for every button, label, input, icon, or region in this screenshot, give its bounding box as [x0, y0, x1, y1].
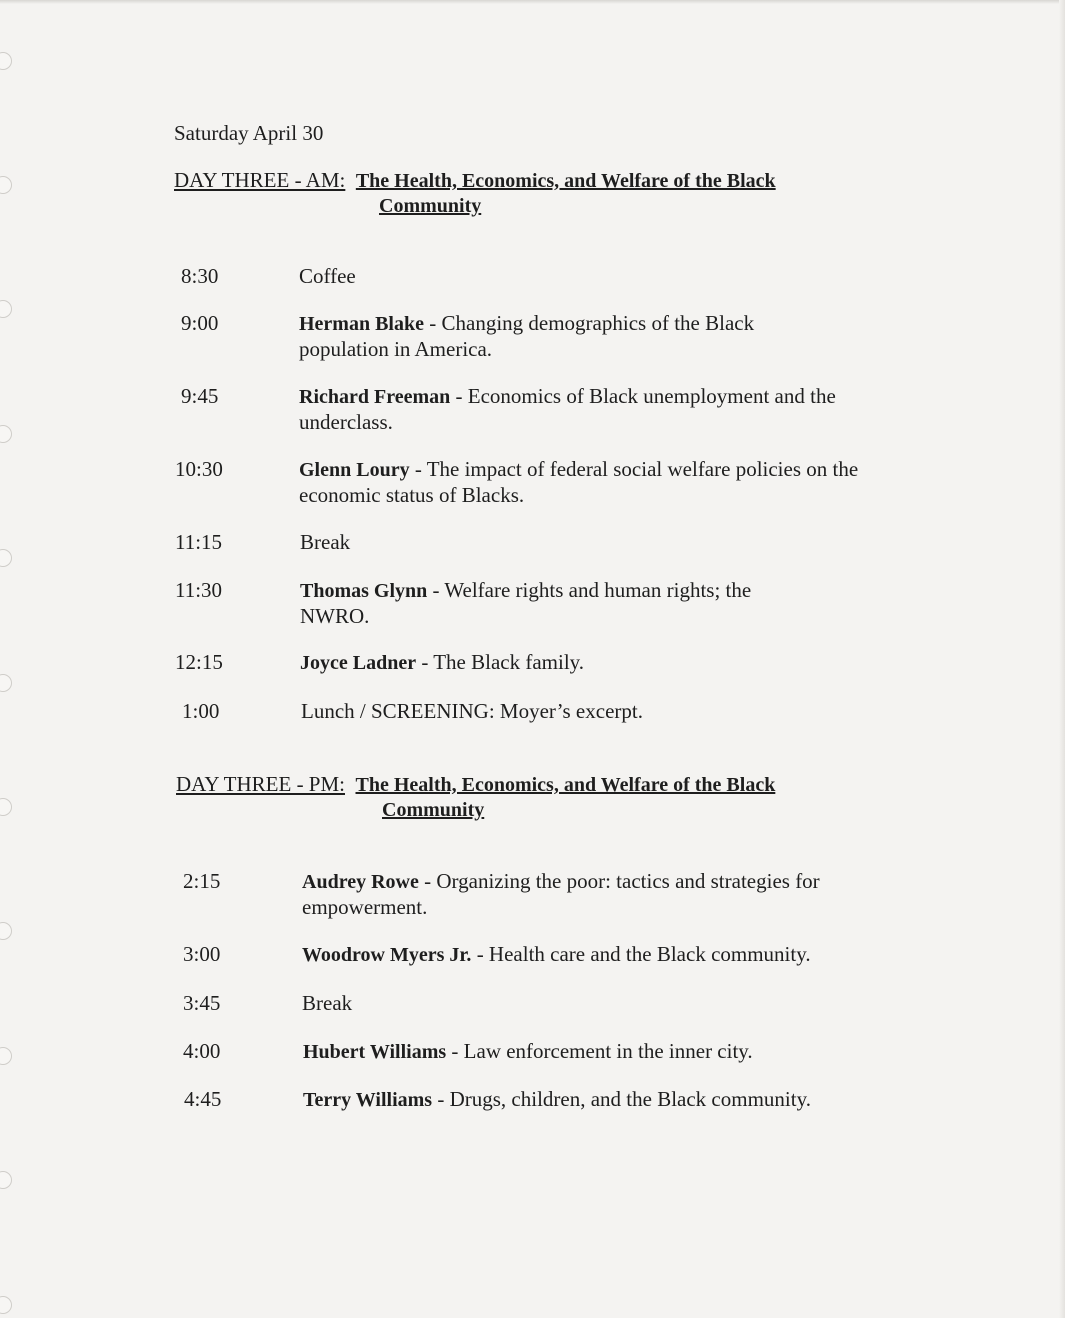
punch-hole-icon: [0, 425, 12, 443]
speaker-name: Thomas Glynn: [300, 580, 428, 602]
topic-text: - Welfare rights and human rights; the NWRO.: [300, 578, 752, 628]
speaker-name: Terry Williams: [303, 1089, 433, 1111]
topic-text: - Organizing the poor: tactics and strategies for empowerment.: [302, 869, 820, 919]
page-right-edge: [1059, 0, 1065, 1318]
schedule-description: [299, 311, 809, 362]
schedule-time: 9:00: [181, 311, 219, 335]
speaker-name: Richard Freeman: [299, 386, 451, 408]
speaker-name: Hubert Williams: [303, 1041, 447, 1063]
speaker-name: Joyce Ladner: [300, 652, 417, 674]
schedule-time: 1:00: [182, 699, 220, 723]
schedule-time: 4:45: [184, 1087, 222, 1111]
schedule-description: [299, 264, 869, 290]
section-label: DAY THREE - AM:: [174, 168, 346, 192]
topic-text: Lunch / SCREENING: Moyer’s excerpt.: [301, 699, 643, 723]
punch-hole-icon: [0, 176, 12, 194]
speaker-name: Audrey Rowe: [302, 871, 419, 893]
punch-hole-icon: [0, 52, 12, 70]
section-title: The Health, Economics, and Welfare of the Black: [355, 170, 776, 192]
topic-text: - Health care and the Black community.: [471, 942, 811, 966]
schedule-description: [303, 1087, 903, 1113]
topic-text: - Economics of Black unemployment and the underclass.: [299, 384, 836, 434]
punch-hole-icon: [0, 922, 12, 940]
page-top-edge: [0, 0, 1065, 4]
punch-hole-icon: [0, 1171, 12, 1189]
punch-hole-icon: [0, 674, 12, 692]
punch-hole-icon: [0, 300, 12, 318]
speaker-name: Woodrow Myers Jr.: [302, 944, 472, 966]
topic-text: - Changing demographics of the Black population in America.: [299, 311, 755, 361]
topic-text: - The Black family.: [416, 650, 585, 674]
schedule-description: [301, 699, 871, 725]
punch-hole-icon: [0, 549, 12, 567]
schedule-description: [299, 457, 859, 508]
schedule-description: [302, 869, 882, 920]
topic-text: - The impact of federal social welfare policies on the economic status of Blacks.: [299, 457, 859, 507]
schedule-description: [302, 942, 902, 968]
schedule-description: [302, 991, 872, 1017]
page-date: Saturday April 30: [174, 121, 324, 145]
topic-text: - Drugs, children, and the Black community.: [432, 1087, 811, 1111]
punch-hole-icon: [0, 1047, 12, 1065]
schedule-time: 11:30: [175, 578, 223, 602]
section-title-continued: Community: [382, 799, 485, 821]
section-header-am: [174, 168, 776, 219]
speaker-name: Herman Blake: [299, 313, 424, 335]
schedule-time: 2:15: [183, 869, 221, 893]
schedule-time: 8:30: [181, 264, 219, 288]
punch-hole-icon: [0, 1296, 12, 1314]
schedule-time: 3:45: [183, 991, 221, 1015]
schedule-time: 11:15: [175, 530, 223, 554]
section-label: DAY THREE - PM:: [176, 772, 345, 796]
schedule-time: 4:00: [183, 1039, 221, 1063]
schedule-description: [299, 384, 859, 435]
topic-text: Break: [300, 530, 351, 554]
schedule-description: [300, 530, 870, 556]
schedule-time: 3:00: [183, 942, 221, 966]
topic-text: Coffee: [299, 264, 356, 288]
schedule-description: [303, 1039, 873, 1065]
schedule-time: 10:30: [175, 457, 223, 481]
topic-text: Break: [302, 991, 353, 1015]
section-header-pm: [176, 772, 775, 823]
schedule-description: [300, 578, 810, 629]
punch-hole-icon: [0, 798, 12, 816]
section-title: The Health, Economics, and Welfare of the Black: [355, 774, 776, 796]
topic-text: - Law enforcement in the inner city.: [446, 1039, 753, 1063]
schedule-time: 12:15: [175, 650, 223, 674]
speaker-name: Glenn Loury: [299, 459, 410, 481]
schedule-description: [300, 650, 870, 676]
schedule-time: 9:45: [181, 384, 219, 408]
section-title-continued: Community: [379, 195, 482, 217]
